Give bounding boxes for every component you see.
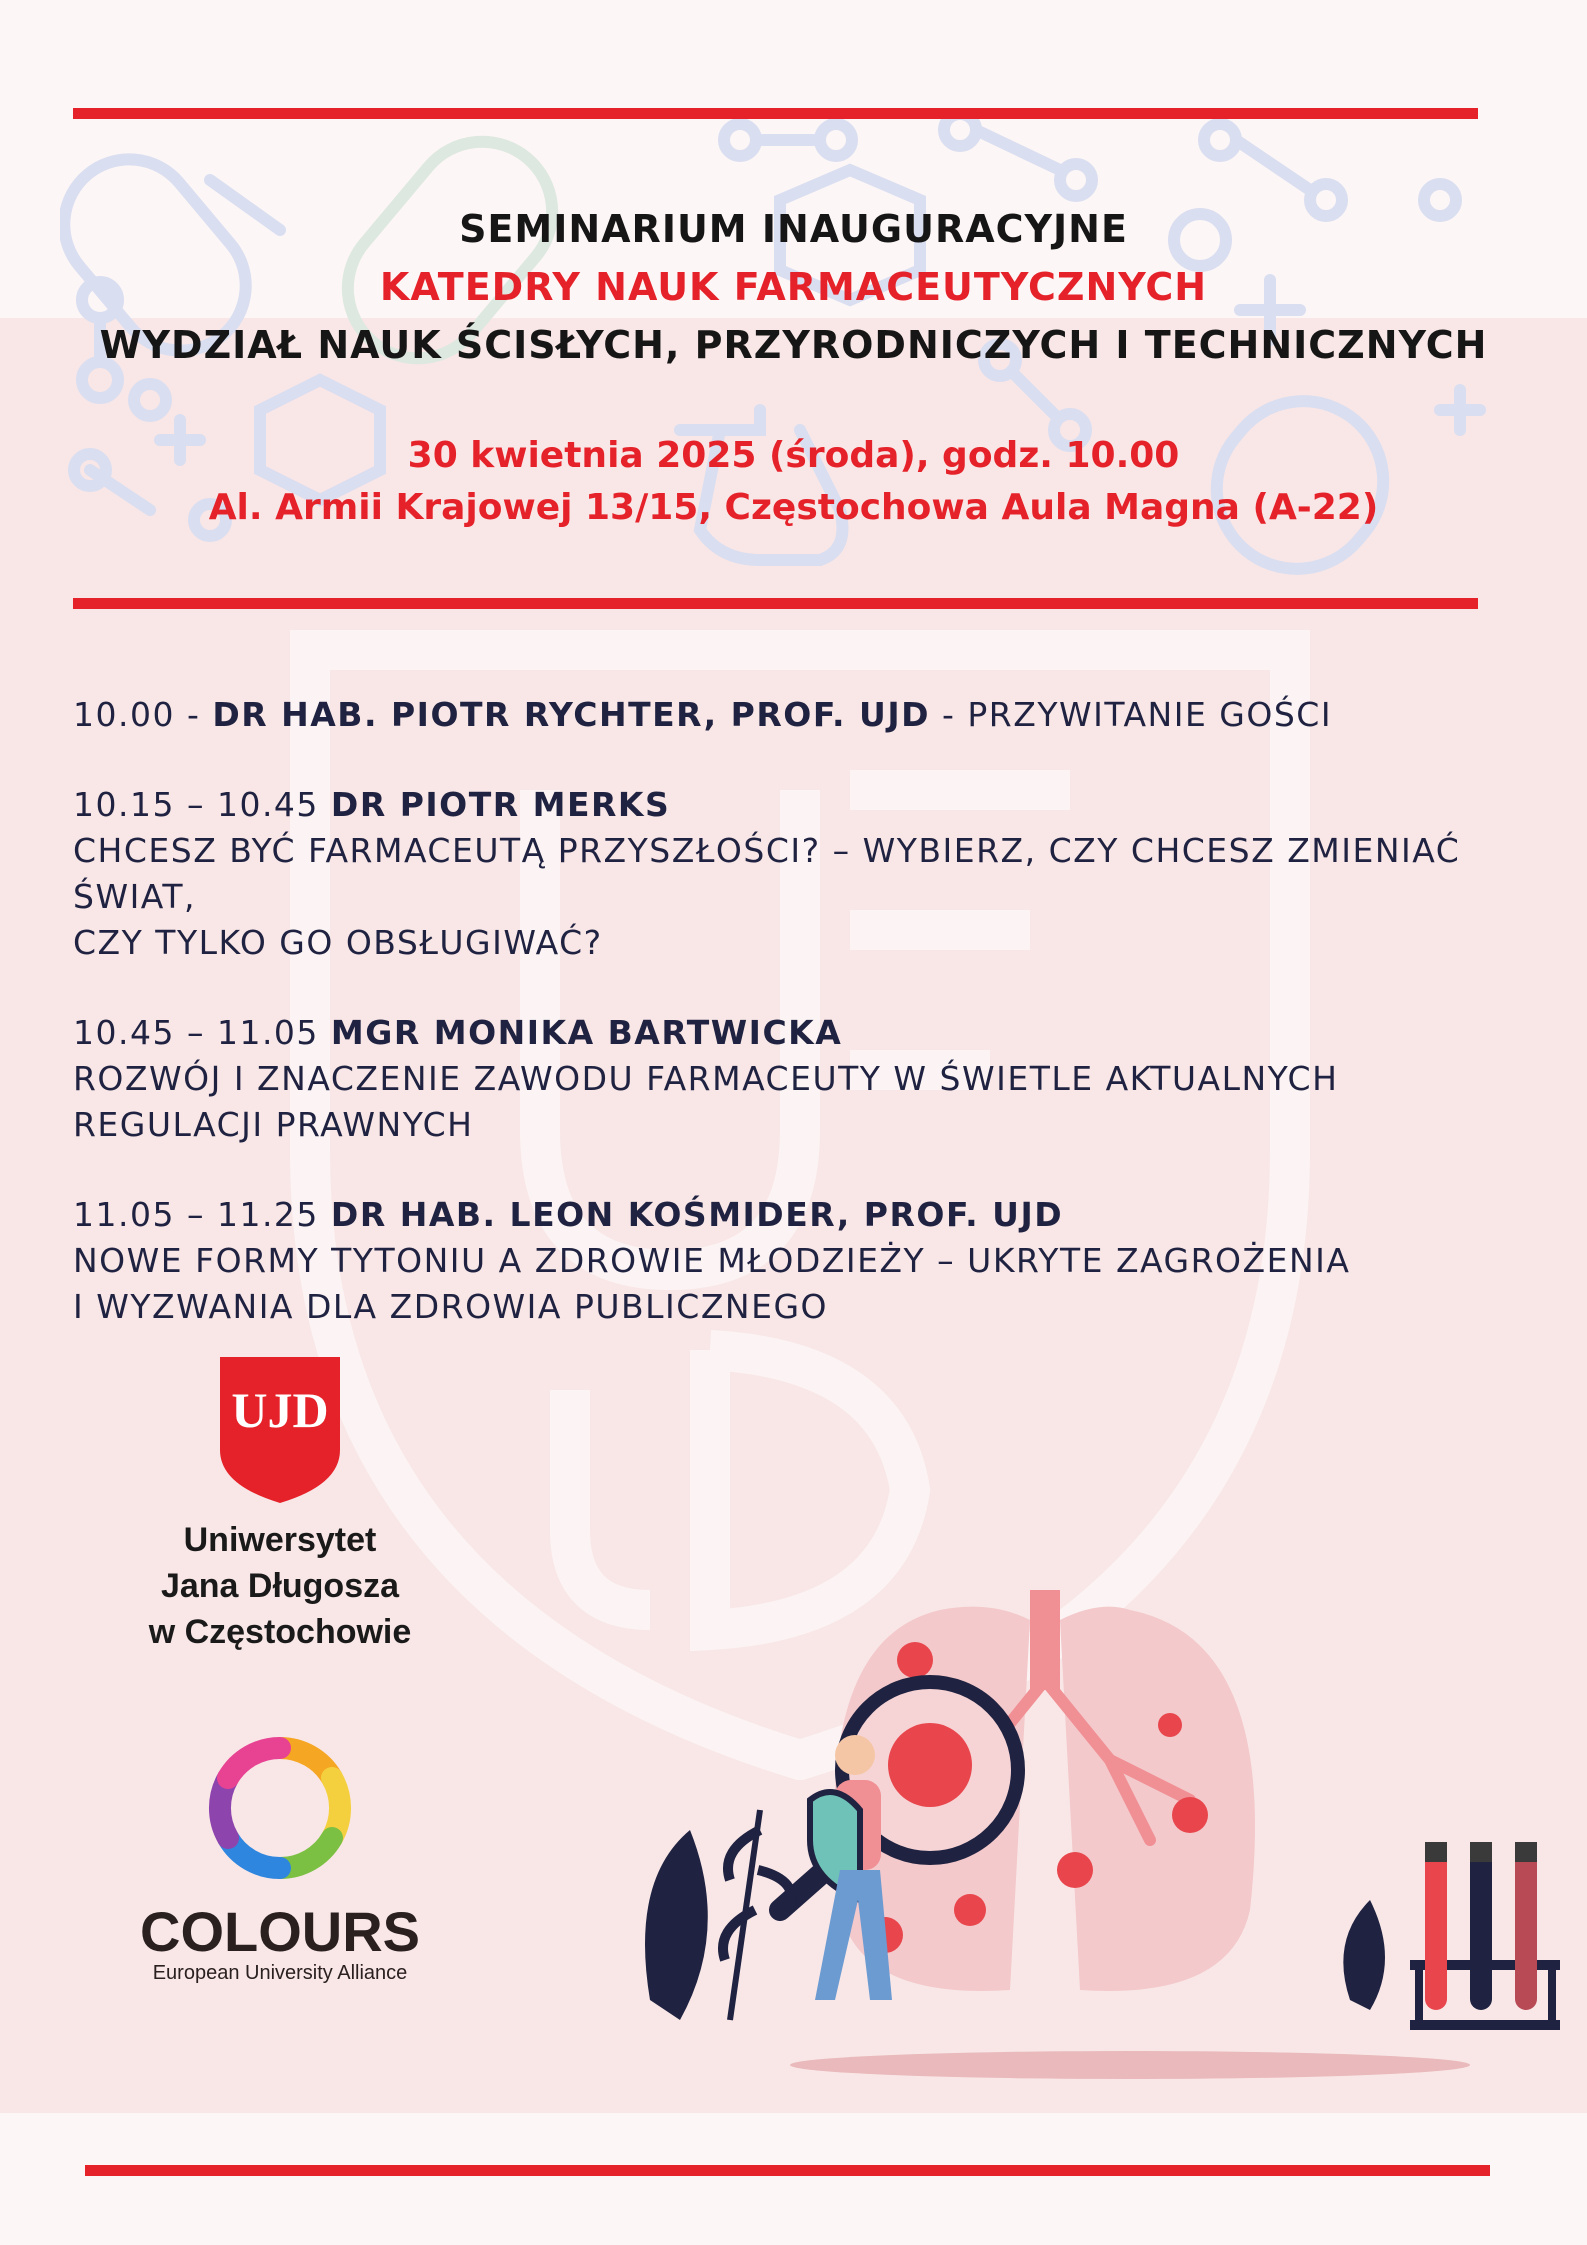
lungs-illustration xyxy=(610,1580,1570,2080)
agenda xyxy=(73,692,1493,1374)
agenda-item xyxy=(73,1192,1493,1330)
faculty-title: WYDZIAŁ NAUK ŚCISŁYCH, PRZYRODNICZYCH I TECHNICZNYCH xyxy=(99,323,1488,367)
agenda-time: 10.15 – 10.45 xyxy=(73,785,331,824)
agenda-topic: CZY TYLKO GO OBSŁUGIWAĆ? xyxy=(73,923,603,962)
mid-rule xyxy=(73,598,1478,609)
colours-subtitle: European University Alliance xyxy=(152,1962,408,1984)
agenda-suffix: - PRZYWITANIE GOŚCI xyxy=(930,695,1333,734)
agenda-item xyxy=(73,692,1493,738)
date-location-block xyxy=(0,430,1587,534)
agenda-topic: I WYZWANIA DLA ZDROWIA PUBLICZNEGO xyxy=(73,1287,829,1326)
ujd-logo xyxy=(120,1355,440,1655)
agenda-speaker: DR PIOTR MERKS xyxy=(330,785,671,824)
top-rule xyxy=(73,108,1478,119)
colours-ring-icon xyxy=(120,1728,440,1888)
department-title: KATEDRY NAUK FARMACEUTYCZNYCH xyxy=(379,265,1208,309)
seminar-title: SEMINARIUM INAUGURACYJNE xyxy=(459,207,1128,251)
test-tubes-icon xyxy=(1410,1842,1560,2030)
agenda-speaker: MGR MONIKA BARTWICKA xyxy=(330,1013,843,1052)
bottom-rule xyxy=(85,2165,1490,2176)
agenda-topic: NOWE FORMY TYTONIU A ZDROWIE MŁODZIEŻY – UKRYTE ZAGROŻENIA xyxy=(73,1241,1351,1280)
agenda-time: 11.05 – 11.25 xyxy=(73,1195,331,1234)
agenda-item xyxy=(73,782,1493,966)
bottom-band xyxy=(0,2113,1587,2245)
ujd-name-line: Jana Długosza xyxy=(160,1567,400,1605)
event-date: 30 kwietnia 2025 (środa), godz. 10.00 xyxy=(407,435,1180,476)
agenda-speaker: DR HAB. PIOTR RYCHTER, PROF. UJD xyxy=(212,695,931,734)
agenda-item xyxy=(73,1010,1493,1148)
agenda-topic: ROZWÓJ I ZNACZENIE ZAWODU FARMACEUTY W ŚWIETLE AKTUALNYCH xyxy=(73,1059,1339,1098)
ujd-shield-icon xyxy=(120,1355,440,1505)
agenda-speaker: DR HAB. LEON KOŚMIDER, PROF. UJD xyxy=(330,1195,1064,1234)
agenda-topic: REGULACJI PRAWNYCH xyxy=(73,1105,474,1144)
title-block xyxy=(0,200,1587,374)
event-location: Al. Armii Krajowej 13/15, Częstochowa Aula Magna (A-22) xyxy=(208,487,1379,528)
colours-logo xyxy=(120,1728,440,1985)
colours-name: COLOURS xyxy=(140,1900,420,1963)
ujd-name-line: Uniwersytet xyxy=(183,1521,377,1559)
agenda-topic: CHCESZ BYĆ FARMACEUTĄ PRZYSZŁOŚCI? – WYBIERZ, CZY CHCESZ ZMIENIAĆ ŚWIAT, xyxy=(73,831,1461,916)
agenda-time: 10.45 – 11.05 xyxy=(73,1013,331,1052)
ujd-mark: UJD xyxy=(231,1382,329,1438)
agenda-time: 10.00 - xyxy=(73,695,213,734)
ujd-name-line: w Częstochowie xyxy=(148,1613,412,1651)
